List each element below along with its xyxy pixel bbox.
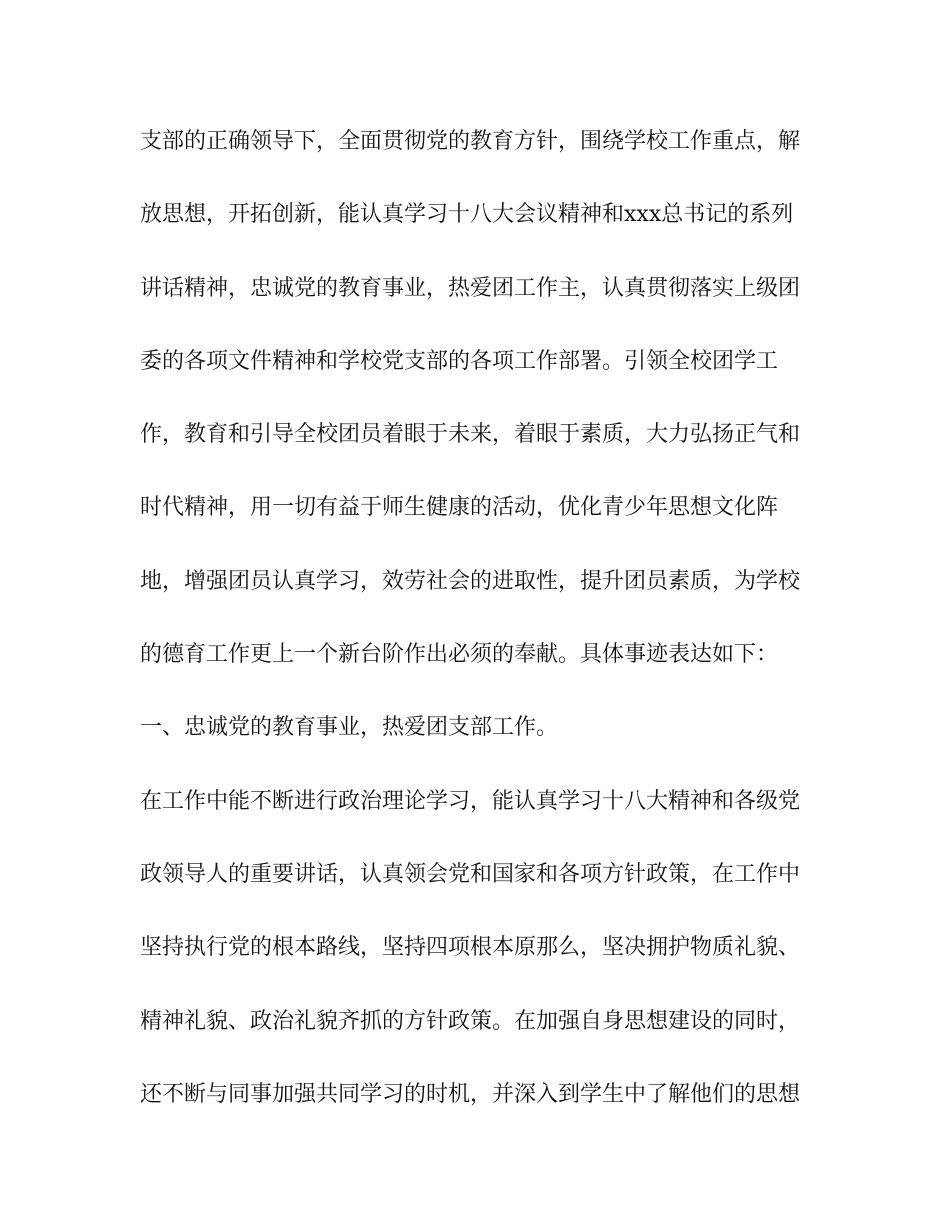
- text-line: 放思想，开拓创新，能认真学习十八大会议精神和xxx总书记的系列: [140, 202, 794, 228]
- text-line: 地，增强团员认真学习，效劳社会的进取性，提升团员素质，为学校: [140, 568, 800, 594]
- text-line: 还不断与同事加强共同学习的时机，并深入到学生中了解他们的思想: [140, 1081, 800, 1107]
- section-heading: 一、忠诚党的教育事业，热爱团支部工作。: [140, 715, 559, 741]
- text-line: 时代精神，用一切有益于师生健康的活动，优化青少年思想文化阵: [140, 495, 779, 521]
- body-text: [140, 120, 800, 1146]
- text-line: 坚持执行党的根本路线，坚持四项根本原那么，坚决拥护物质礼貌、: [140, 935, 800, 961]
- text-line: 支部的正确领导下，全面贯彻党的教育方针，围绕学校工作重点，解: [140, 129, 800, 154]
- text-line: 讲话精神，忠诚党的教育事业，热爱团工作主，认真贯彻落实上级团: [140, 275, 800, 301]
- text-line: 政领导人的重要讲话，认真领会党和国家和各项方针政策，在工作中: [140, 861, 800, 887]
- text-line: 的德育工作更上一个新台阶作出必须的奉献。具体事迹表达如下：: [140, 642, 779, 668]
- text-line: 精神礼貌、政治礼貌齐抓的方针政策。在加强自身思想建设的同时，: [140, 1008, 800, 1034]
- text-line: 委的各项文件精神和学校党支部的各项工作部署。引领全校团学工: [140, 348, 779, 374]
- text-line: 作，教育和引导全校团员着眼于未来，着眼于素质，大力弘扬正气和: [140, 422, 800, 448]
- text-line: 在工作中能不断进行政治理论学习，能认真学习十八大精神和各级党: [140, 788, 800, 814]
